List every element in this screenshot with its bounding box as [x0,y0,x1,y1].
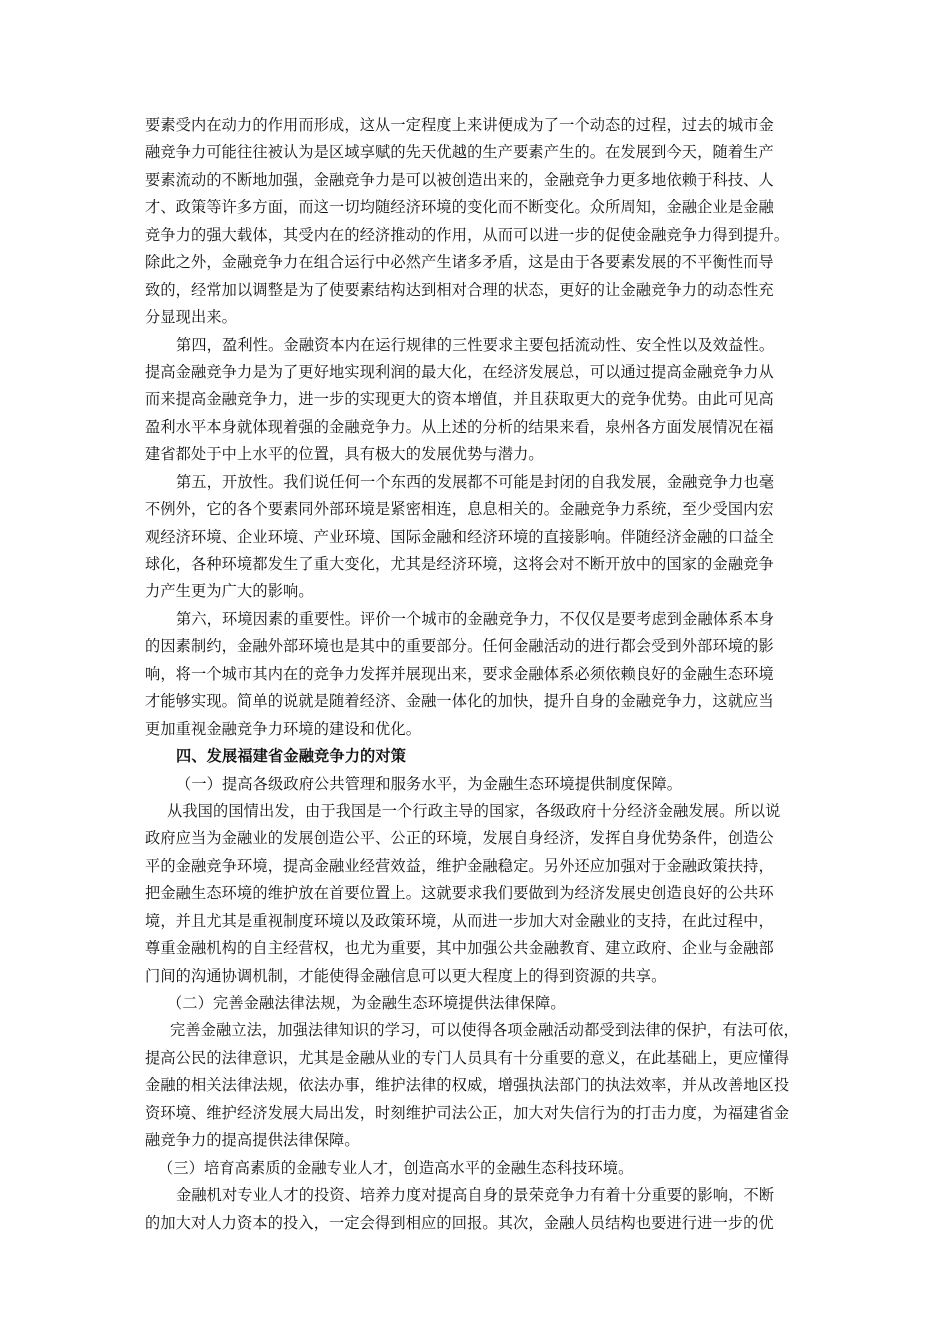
text-line: 球化，各种环境都发生了重大变化，尤其是经济环境，这将会对不断开放中的国家的金融竞争 [145,555,774,573]
text-line: 的因素制约，金融外部环境也是其中的重要部分。任何金融活动的进行都会受到外部环境的影 [145,637,774,656]
text-line: 响，将一个城市其内在的竞争力发挥并展现出来，要求金融体系必须依赖良好的金融生态环境 [145,664,774,683]
text-line: 门间的沟通协调机制，才能使得金融信息可以更大程度上的得到资源的共享。 [145,966,667,985]
text-line: 资环境、维护经济发展大局出发，时刻维护司法公正，加大对失信行为的打击力度，为福建省金 [145,1103,790,1122]
text-line: （二）完善金融法律法规，为金融生态环境提供法律保障。 [167,994,566,1012]
text-line: 从我国的国情出发，由于我国是一个行政主导的国家，各级政府十分经济金融发展。所以说 [167,801,781,820]
text-line: 尊重金融机构的自主经营权，也尤为重要，其中加强公共金融教育、建立政府、企业与金融部 [145,939,774,958]
text-line: 境，并且尤其是重视制度环境以及政策环境，从而进一步加大对金融业的支持，在此过程中， [145,911,774,930]
text-line: 提高金融竞争力是为了更好地实现利润的最大化，在经济发展总，可以通过提高金融竞争力从 [145,362,774,381]
text-line: 分显现出来。 [145,308,238,327]
text-line: （三）培育高素质的金融专业人才，创造高水平的金融生态科技环境。 [158,1158,634,1177]
text-line: 建省都处于中上水平的位置，具有极大的发展优势与潜力。 [145,445,544,464]
text-line: 第五，开放性。我们说任何一个东西的发展都不可能是封闭的自我发展，金融竞争力也毫 [176,472,775,491]
text-line: 除此之外，金融竞争力在组合运行中必然产生诸多矛盾，这是由于各要素发展的不平衡性而导 [145,253,774,272]
text-line: 平的金融竞争环境，提高金融业经营效益，维护金融稳定。另外还应加强对于金融政策扶持， [145,856,774,875]
text-line: 而来提高金融竞争力，进一步的实现更大的资本增值，并且获取更大的竞争优势。由此可见高 [145,390,774,409]
text-line: 盈利水平本身就体现着强的金融竞争力。从上述的分析的结果来看，泉州各方面发展情况在福 [145,417,774,436]
text-line: 观经济环境、企业环境、产业环境、国际金融和经济环境的直接影响。伴随经济金融的口益全 [145,527,774,546]
text-line: 融竞争力可能往往被认为是区域享赋的先天优越的生产要素产生的。在发展到今天，随着生产 [145,143,774,162]
text-line: 力产生更为广大的影响。 [145,582,314,601]
text-line: 第六，环境因素的重要性。评价一个城市的金融竞争力，不仅仅是要考虑到金融体系本身 [176,609,775,628]
text-line: 的加大对人力资本的投入，一定会得到相应的回报。其次，金融人员结构也要进行进一步的优 [145,1213,774,1232]
text-line: 把金融生态环境的维护放在首要位置上。这就要求我们要做到为经济发展史创造良好的公共环 [145,884,774,903]
document-body [145,112,805,1237]
section-heading: 四、发展福建省金融竞争力的对策 [176,747,407,766]
text-line: 要素受内在动力的作用而形成，这从一定程度上来讲便成为了一个动态的过程，过去的城市金 [145,116,774,134]
text-line: 融竞争力的提高提供法律保障。 [145,1131,360,1150]
text-line: 提高公民的法律意识，尤其是金融从业的专门人员具有十分重要的意义，在此基础上，更应懂得 [145,1048,790,1067]
text-line: 金融的相关法律法规，依法办事，维护法律的权威，增强执法部门的执法效率，并从改善地区投 [145,1076,790,1095]
text-line: 政府应当为金融业的发展创造公平、公正的环境，发展自身经济，发挥自身优势条件，创造公 [145,829,774,848]
text-line: 要素流动的不断地加强，金融竞争力是可以被创造出来的，金融竞争力更多地依赖于科技、人 [145,170,774,189]
text-line: （一）提高各级政府公共管理和服务水平，为金融生态环境提供制度保障。 [176,774,683,793]
text-line: 不例外，它的各个要素同外部环境是紧密相连，息息相关的。金融竞争力系统，至少受国内宏 [145,500,774,519]
text-line: 致的，经常加以调整是为了使要素结构达到相对合理的状态，更好的让金融竞争力的动态性充 [145,280,774,299]
text-line: 竞争力的强大载体，其受内在的经济推动的作用，从而可以进一步的促使金融竞争力得到提升。 [145,225,790,244]
text-line: 才能够实现。简单的说就是随着经济、金融一体化的加快，提升自身的金融竞争力，这就应当 [145,692,774,711]
text-line: 完善金融立法，加强法律知识的学习，可以使得各项金融活动都受到法律的保护，有法可依， [170,1021,799,1040]
text-line: 才、政策等许多方面，而这一切均随经济环境的变化而不断变化。众所周知，金融企业是金融 [145,198,774,217]
text-line: 第四，盈利性。金融资本内在运行规律的三性要求主要包括流动性、安全性以及效益性。 [176,335,775,354]
text-line: 金融机对专业人才的投资、培养力度对提高自身的景荣竞争力有着十分重要的影响，不断 [176,1186,775,1205]
text-line: 更加重视金融竞争力环境的建设和优化。 [145,719,422,738]
